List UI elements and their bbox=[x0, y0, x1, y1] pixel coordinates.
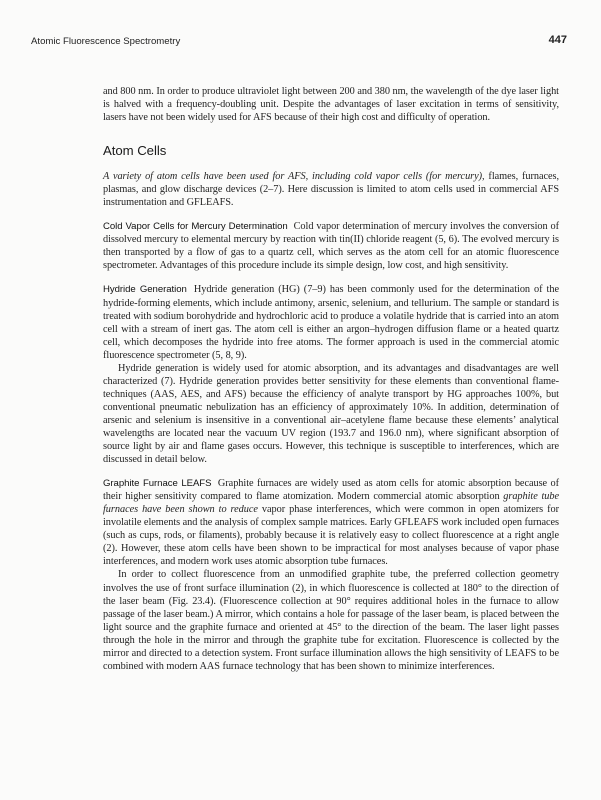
page-number: 447 bbox=[548, 34, 567, 46]
graphite-paragraph-2: In order to collect fluorescence from an unmodified graphite tube, the preferred collection geometry involves the use of front surface illumination (2), in which fluorescence is collected at 180° to the direction of the laser beam (Fig. 23.4). (Fluorescence collection at 90° requires additional holes in the furnace to allow passage of the laser beam.) A mirror, which contains a hole for passage of the laser beam, is placed between the light source and the graphite furnace and oriented at 45° to the direction of the beam. The laser light passes through the hole in the mirror and through the graphite tube for excitation. Fluorescence is collected by the mirror and directed to a detection system. Front surface illumination allows the high sensitivity of LEAFS to be combined with modern AAS furnace technology that has been shown to minimize interferences. bbox=[103, 569, 559, 672]
running-head bbox=[31, 34, 567, 50]
graphite-text-b: vapor phase interferences, which were common in open atomizers for involatile elements and the analysis of complex sample matrices. Early GFLEAFS work included open furnaces (such as cups, rods, or filaments), probably because it is relatively easy to collect fluorescence at a right angle (2). However, these atom cells have been shown to be impractical for most analyses because of vapor phase interferences, and modern work uses atomic absorption tube furnaces. bbox=[103, 504, 559, 568]
cold-vapor-heading: Cold Vapor Cells for Mercury Determination bbox=[103, 221, 288, 233]
atom-cells-italic-text: A variety of atom cells have been used for AFS, including cold vapor cells (for mercury), bbox=[103, 171, 485, 183]
graphite-heading: Graphite Furnace LEAFS bbox=[103, 478, 212, 490]
atom-cells-text: flames, furnaces, plasmas, and glow discharge devices (2–7). Here discussion is limited to atom cells used in commercial AFS instrumentation and GFLEAFS. bbox=[103, 171, 559, 209]
hydride-heading: Hydride Generation bbox=[103, 284, 187, 296]
running-title: Atomic Fluorescence Spectrometry bbox=[31, 36, 181, 47]
graphite-italic-text: graphite tube furnaces have been shown to reduce bbox=[103, 491, 560, 516]
intro-paragraph: and 800 nm. In order to produce ultraviolet light between 200 and 380 nm, the wavelength of the dye laser light is halved with a frequency-doubling unit. Despite the advantages of laser excitation in terms of sensitivity, lasers have not been widely used for AFS because of their high cost and difficulty of operation. bbox=[103, 86, 559, 124]
section-title: Atom Cells bbox=[103, 143, 167, 159]
hydride-paragraph bbox=[103, 283, 559, 361]
atom-cells-paragraph bbox=[103, 170, 559, 209]
text-body bbox=[103, 85, 559, 673]
graphite-text-a: Graphite furnaces are widely used as atom cells for atomic absorption because of their higher sensitivity compared to flame atomization. Modern commercial atomic absorption bbox=[103, 478, 559, 503]
cold-vapor-paragraph bbox=[103, 220, 559, 272]
cold-vapor-text: Cold vapor determination of mercury involves the conversion of dissolved mercury to elemental mercury by reaction with tin(II) chloride reagent (5, 6). The evolved mercury is then transported by a flow of gas to a quartz cell, which serves as the atom cell for an atomic fluorescence spectrometer. Advantages of this procedure include its simple design, low cost, and high sensitivity. bbox=[103, 221, 559, 272]
hydride-paragraph-2: Hydride generation is widely used for atomic absorption, and its advantages and disadvantages are well characterized (7). Hydride generation provides better sensitivity for these elements than conventional flame-techniques (AAS, AES, and AFS) because the efficiency of analyte transport by HG approaches 100%, but conventional pneumatic nebulization has an efficiency of approximately 10%. In addition, determination of arsenic and selenium is insensitive in a conventional air–acetylene flame because these elements’ analytical wavelengths are located near the vacuum UV region (193.7 and 196.0 nm), where significant absorption of source light by air and flame gases occurs. However, this technique is susceptible to interferences, which are discussed in detail below. bbox=[103, 362, 559, 466]
graphite-paragraph bbox=[103, 477, 559, 568]
hydride-text: Hydride generation (HG) (7–9) has been commonly used for the determination of the hydride-forming elements, which include antimony, arsenic, selenium, and tellurium. The sample or standard is treated with sodium borohydride and hydrochloric acid to produce a volatile hydride that is carried into an atom cell with a stream of inert gas. The atom cell is either an argon–hydrogen diffusion flame or a heated quartz cell, which decomposes the hydride into free atoms. The former approach is used in the commercial atomic fluorescence spectrometer (5, 8, 9). bbox=[103, 284, 559, 361]
